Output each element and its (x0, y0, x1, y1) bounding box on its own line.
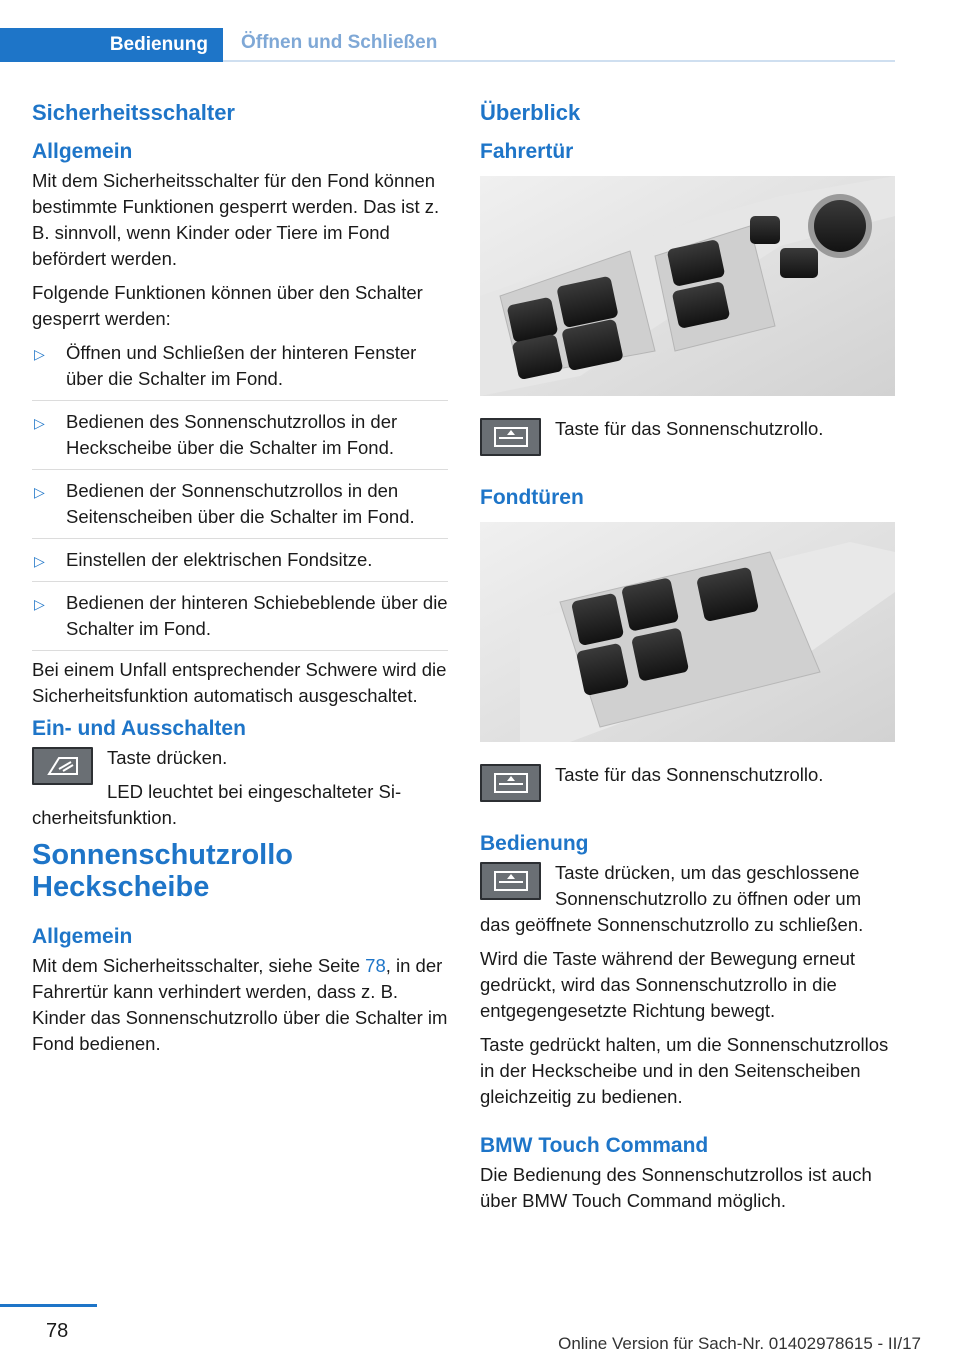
section-title-sicherheitsschalter: Sicherheitsschalter (32, 100, 235, 125)
subsection-title-allgemein: Allgemein (32, 140, 133, 163)
left-column (32, 100, 448, 1065)
page-header (0, 0, 895, 62)
triangle-bullet-icon: ▷ (34, 553, 45, 569)
driver-door-switch-photo (480, 176, 895, 396)
key-instruction (480, 860, 896, 938)
key-caption (480, 416, 896, 456)
list-item: ▷ Bedienen der Sonnenschutzrollos in den Seitenscheiben über die Schalter im Fond. (32, 478, 448, 539)
paragraph: Bei einem Unfall entsprechender Schwere wird die Sicherheitsfunktion automatisch ausgeschaltet. (32, 659, 447, 706)
page-number-rule (0, 1304, 97, 1307)
header-divider (223, 60, 895, 62)
subsection-title-bedienung: Bedienung (480, 832, 589, 855)
subsection-title-fahrertuer: Fahrertür (480, 140, 574, 163)
section-title-ueberblick: Überblick (480, 100, 581, 125)
list-item: ▷ Bedienen des Sonnenschutzrollos in der Heckscheibe über die Schalter im Fond. (32, 409, 448, 470)
subsection-title-ein-ausschalten: Ein- und Ausschalten (32, 717, 246, 740)
bullet-list (32, 340, 448, 651)
sunblind-key-icon (480, 862, 541, 900)
list-item: ▷ Bedienen der hinteren Schiebeblende über die Schalter im Fond. (32, 590, 448, 651)
paragraph: Taste drücken. (107, 747, 228, 768)
paragraph: LED leuchtet bei eingeschalteter Sicherheitsfunktion. (32, 781, 402, 828)
triangle-bullet-icon: ▷ (34, 415, 45, 431)
paragraph: Mit dem Sicherheitsschalter, siehe Seite 78, in der Fahrertür kann verhindert werden, dass z. B. Kinder das Sonnenschutzrollo über die Schalter im Fond bedienen. (32, 955, 448, 1054)
chapter-tab-section[interactable]: Öffnen und Schließen (241, 32, 438, 53)
triangle-bullet-icon: ▷ (34, 346, 45, 362)
paragraph: Wird die Taste während der Bewegung erneut gedrückt, wird das Sonnenschutzrollo in die entgegengesetzte Richtung bewegt. (480, 948, 856, 1021)
paragraph: Taste gedrückt halten, um die Sonnenschutzrollos in der Heckscheibe und in den Seitenscheiben gleichzeitig zu bedienen. (480, 1034, 889, 1107)
right-column (480, 100, 896, 1222)
paragraph: Taste drücken, um das geschlossene Sonnenschutzrollo zu öffnen oder um das geöffnete Sonnenschutzrollo zu schließen. (480, 862, 864, 935)
caption-text: Taste für das Sonnenschutzrollo. (555, 764, 824, 785)
paragraph: Folgende Funktionen können über den Schalter gesperrt werden: (32, 282, 423, 329)
subsection-title-fondtueren: Fondtüren (480, 486, 584, 509)
sunblind-key-icon (480, 764, 541, 802)
section-title-sonnenschutzrollo: Sonnenschutzrollo Heckscheibe (32, 839, 293, 903)
triangle-bullet-icon: ▷ (34, 484, 45, 500)
chapter-tab-active[interactable]: Bedienung (0, 28, 223, 62)
footer-online-version: Online Version für Sach-Nr. 01402978615 - II/17 (558, 1334, 921, 1353)
safety-switch-key-icon (32, 747, 93, 785)
page-reference-link[interactable]: 78 (365, 955, 386, 976)
subsection-title-touch-command: BMW Touch Command (480, 1134, 709, 1157)
sunblind-key-icon (480, 418, 541, 456)
page-number: 78 (46, 1320, 69, 1342)
subsection-title-allgemein-2: Allgemein (32, 925, 133, 948)
rear-door-switch-photo (480, 522, 895, 742)
paragraph: Mit dem Sicherheitsschalter für den Fond können bestimmte Funktionen gesperrt werden. Das ist z. B. sinnvoll, wenn Kinder oder Tiere im Fond befördert werden. (32, 170, 440, 269)
key-instruction (32, 745, 448, 831)
triangle-bullet-icon: ▷ (34, 596, 45, 612)
list-item: ▷ Öffnen und Schließen der hinteren Fenster über die Schalter im Fond. (32, 340, 448, 401)
key-caption (480, 762, 896, 802)
paragraph: Die Bedienung des Sonnenschutzrollos ist auch über BMW Touch Command möglich. (480, 1164, 872, 1211)
caption-text: Taste für das Sonnenschutzrollo. (555, 418, 824, 439)
list-item: ▷ Einstellen der elektrischen Fondsitze. (32, 547, 448, 582)
